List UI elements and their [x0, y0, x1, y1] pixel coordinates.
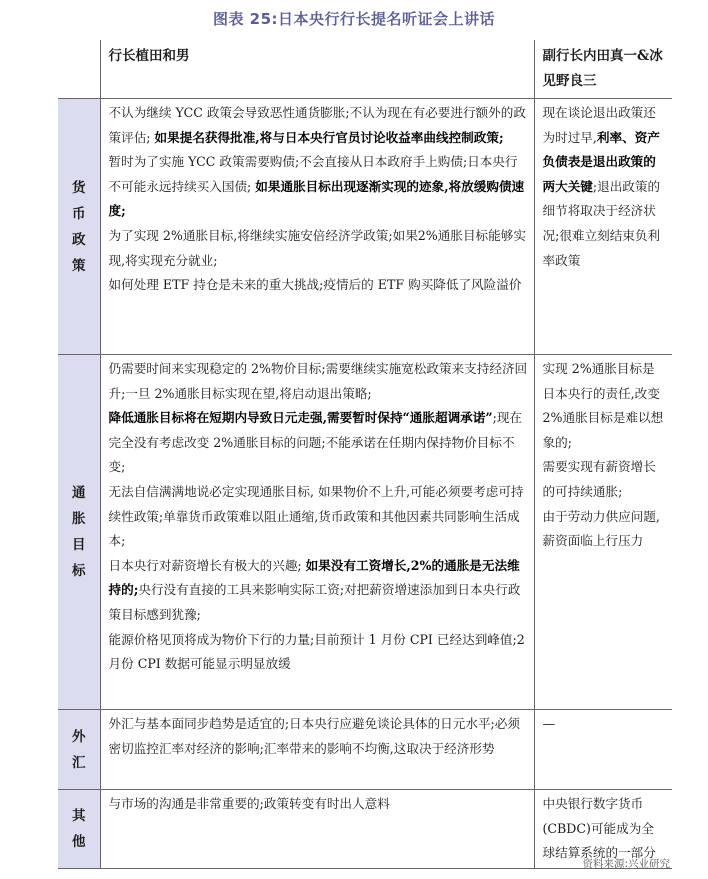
row-forex — [58, 710, 672, 790]
text-run: 仍需要时间来实现稳定的 2%物价目标;需要继续实施宽松政策来支持经济回升;一旦 2%通胀目标实现在望,将启动退出策略; — [108, 361, 528, 401]
category-label: 通 胀 目 标 — [58, 355, 100, 710]
header-row — [58, 40, 672, 99]
bold-text: 利率、资产负债表是退出政策的两大关键 — [542, 129, 660, 194]
text-run: 现在谈论退出政策还为时过早, — [542, 105, 656, 145]
text-run: 无法自信满满地说必定实现通胀目标, 如果物价不上升,可能必须要考虑可持续性政策;单靠货币政策难以阻止通缩,货币政策和其他因素共同影响生活成本; — [108, 483, 524, 549]
governor-cell — [100, 99, 534, 355]
bold-text: 如果提名获得批准,将与日本央行官员讨论收益率曲线控制政策; — [154, 129, 504, 145]
governor-cell — [100, 710, 534, 790]
chart-title: 图表 25:日本央行行长提名听证会上讲话 — [212, 10, 496, 28]
text-run: 不认为继续 YCC 政策会导致恶性通货膨胀;不认为现在有必要进行额外的政策评估; — [108, 105, 526, 145]
row-inflation-target — [58, 355, 672, 710]
category-label: 货 币 政 策 — [58, 99, 100, 355]
text-run: ;现在完全没有考虑改变 2%通胀目标的问题;不能承诺在任期内保持物价目标不变; — [108, 410, 523, 475]
category-label: 其 他 — [58, 790, 100, 869]
row-monetary-policy — [58, 99, 672, 355]
deputy-cell — [534, 99, 672, 355]
text-run: 需要实现有薪资增长的可持续通胀; — [542, 459, 656, 499]
text-run: 为了实现 2%通胀目标,将继续实施安倍经济学政策;如果2%通胀目标能够实现,将实现充分就业; — [108, 227, 526, 268]
text-run: 如何处理 ETF 持仓是未来的重大挑战;疫情后的 ETF 购买降低了风险溢价 — [108, 277, 522, 293]
text-run: 与市场的沟通是非常重要的;政策转变有时出人意料 — [108, 796, 390, 811]
text-run: ;退出政策的细节将取决于经济状况;很难立刻结束负利率政策 — [542, 178, 661, 268]
text-run: 暂时为了实施 YCC 政策需要购债;不会直接从日本政府手上购债;日本央行不可能永远持续买入国债; — [108, 154, 518, 194]
bold-text: 如果没有工资增长,2%的通胀是无法维持的; — [108, 557, 520, 598]
text-run: 中央银行数字货币(CBDC)可能成为全球结算系统的一部分 — [542, 796, 656, 861]
text-run: 由于劳动力供应问题,薪资面临上行压力 — [542, 508, 660, 549]
text-run: 日本央行对薪资增长有极大的兴趣; — [108, 557, 306, 573]
bold-text: 如果通胀目标出现逐渐实现的迹象,将放缓购债速度; — [108, 178, 525, 219]
text-run: 外汇与基本面同步趋势是适宜的;日本央行应避免谈论具体的日元水平;必须密切监控汇率对经济的影响;汇率带来的影响不均衡,这取决于经济形势 — [108, 716, 520, 756]
deputy-cell — [534, 355, 672, 710]
row-other — [58, 790, 672, 869]
text-run: 实现 2%通胀目标是日本央行的责任,改变2%通胀目标是难以想象的; — [542, 361, 664, 450]
category-label: 外 汇 — [58, 710, 100, 790]
text-run: 能源价格见顶将成为物价下行的力量;目前预计 1 月份 CPI 已经达到峰值;2 月份 CPI 数据可能显示明显放缓 — [108, 631, 525, 672]
source-note: 资料来源:兴业研究 — [582, 858, 670, 870]
deputy-cell — [534, 710, 672, 790]
governor-cell — [100, 355, 534, 710]
header-blank — [58, 40, 100, 99]
bold-text: 降低通胀目标将在短期内导致日元走强,需要暂时保持“通胀超调承诺” — [108, 410, 493, 426]
header-deputy: 副行长内田真一&冰见野良三 — [542, 48, 663, 89]
speech-table — [58, 40, 672, 869]
governor-cell — [100, 790, 534, 869]
text-run: — — [542, 716, 556, 731]
text-run: 央行没有直接的工具来影响实际工资;对把薪资增速添加到日本央行政策目标感到犹豫; — [108, 582, 521, 622]
header-governor: 行长植田和男 — [100, 40, 534, 99]
